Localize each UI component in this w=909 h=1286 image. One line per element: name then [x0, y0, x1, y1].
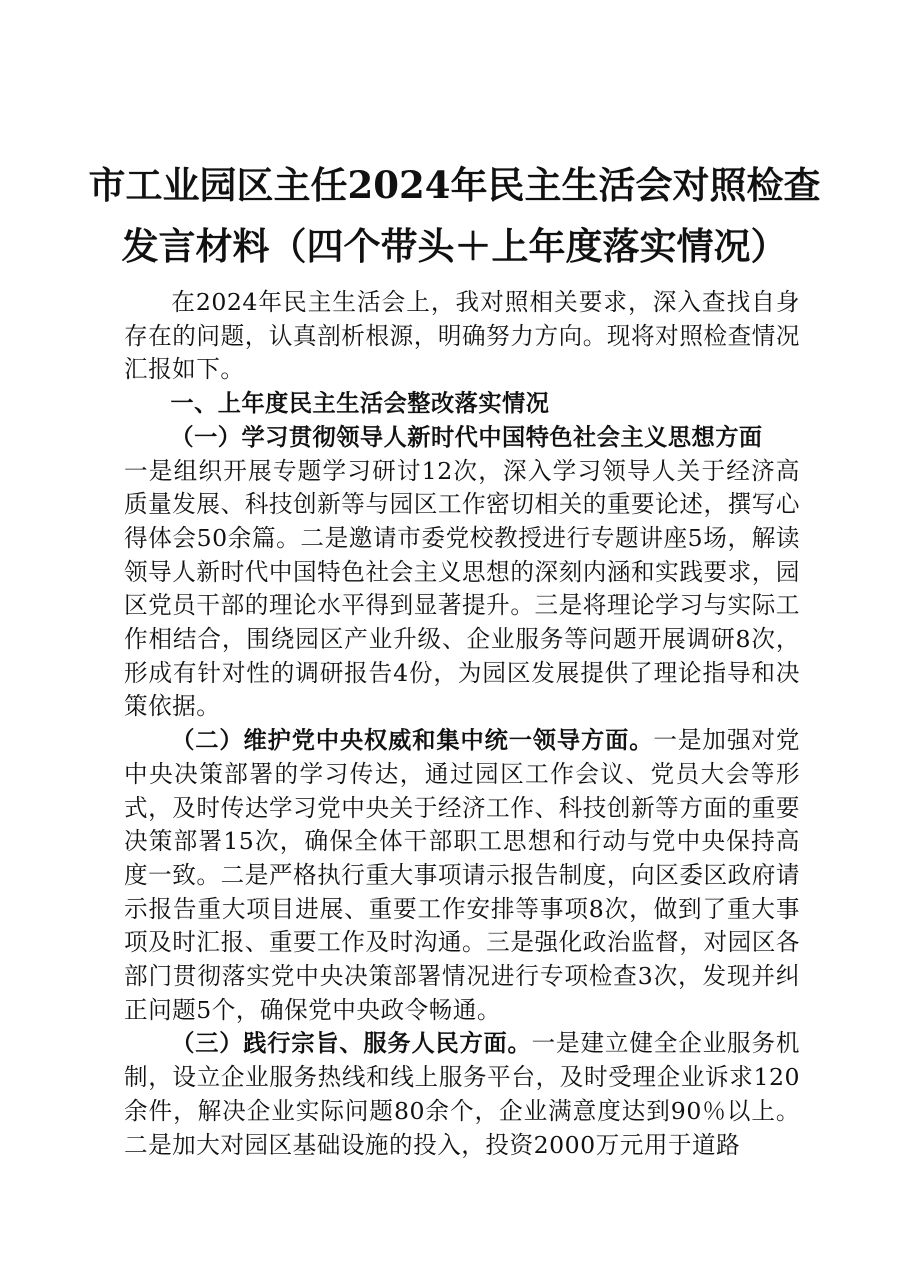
subsection-2-paragraph	[124, 724, 800, 1027]
subsection-3-heading: （三）践行宗旨、服务人民方面。	[171, 1030, 532, 1058]
section-1-heading: 一、上年度民主生活会整改落实情况	[170, 390, 550, 418]
subsection-3-body: 一是建立健全企业服务机制，设立企业服务热线和线上服务平台，及时受理企业诉求120余件，解决企业实际问题80余个，企业满意度达到90％以上。二是加大对园区基础设施的投入，投资2000万元用于道路	[124, 1029, 801, 1159]
subsection-2-heading: （二）维护党中央权威和集中统一领导方面。	[171, 727, 654, 755]
intro-paragraph: 在2024年民主生活会上，我对照相关要求，深入查找自身存在的问题，认真剖析根源，明确努力方向。现将对照检查情况汇报如下。	[124, 288, 800, 384]
document-body	[124, 286, 800, 1162]
subsection-2-body: 一是加强对党中央决策部署的学习传达，通过园区工作会议、党员大会等形式，及时传达学习党中央关于经济工作、科技创新等方面的重要决策部署15次，确保全体干部职工思想和行动与党中央保持高度一致。二是严格执行重大事项请示报告制度，向区委区政府请示报告重大项目进展、重要工作安排等事项8次，做到了重大事项及时汇报、重要工作及时沟通。三是强化政治监督，对园区各部门贯彻落实党中央决策部署情况进行专项检查3次，发现并纠正问题5个，确保党中央政令畅通。	[124, 726, 801, 1024]
subsection-1-heading: （一）学习贯彻领导人新时代中国特色社会主义思想方面	[170, 423, 763, 451]
document-title-line-1: 市工业园区主任2024年民主生活会对照检查	[88, 163, 821, 207]
subsection-1-body: 一是组织开展专题学习研讨12次，深入学习领导人关于经济高质量发展、科技创新等与园区工作密切相关的重要论述，撰写心得体会50余篇。二是邀请市委党校教授进行专题讲座5场，解读领导人新时代中国特色社会主义思想的深刻内涵和实践要求，园区党员干部的理论水平得到显著提升。三是将理论学习与实际工作相结合，围绕园区产业升级、企业服务等问题开展调研8次，形成有针对性的调研报告4份，为园区发展提供了理论指导和决策依据。	[124, 456, 800, 721]
subsection-3-paragraph	[124, 1027, 800, 1162]
document-title-line-2: 发言材料（四个带头＋上年度落实情况）	[121, 224, 788, 268]
